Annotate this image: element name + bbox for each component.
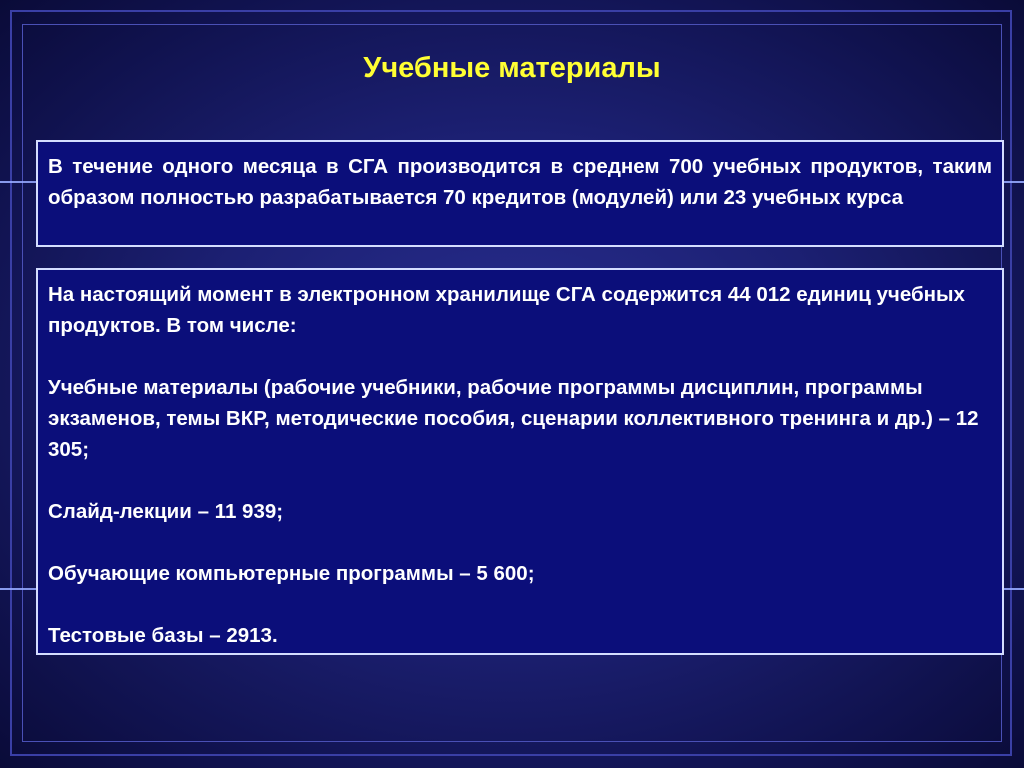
repository-intro: На настоящий момент в электронном хранилище СГА содержится 44 012 единиц учебных продуктов. В том числе: (48, 283, 965, 337)
summary-text: В течение одного месяца в СГА производится в среднем 700 учебных продуктов, таким образом полностью разрабатывается 70 кредитов (модулей) или 23 учебных курса (48, 155, 992, 209)
list-item-slide-lectures: Слайд-лекции – 11 939; (48, 500, 284, 523)
list-item-learning-materials: Учебные материалы (рабочие учебники, рабочие программы дисциплин, программы экзаменов, темы ВКР, методические пособия, сценарии коллективного тренинга и др.) – 12 305; (48, 376, 979, 461)
repository-box (36, 268, 1004, 655)
list-item-computer-programs: Обучающие компьютерные программы – 5 600; (48, 562, 535, 585)
slide-title: Учебные материалы (363, 52, 661, 84)
summary-box (36, 140, 1004, 247)
list-item-test-bases: Тестовые базы – 2913. (48, 624, 278, 647)
